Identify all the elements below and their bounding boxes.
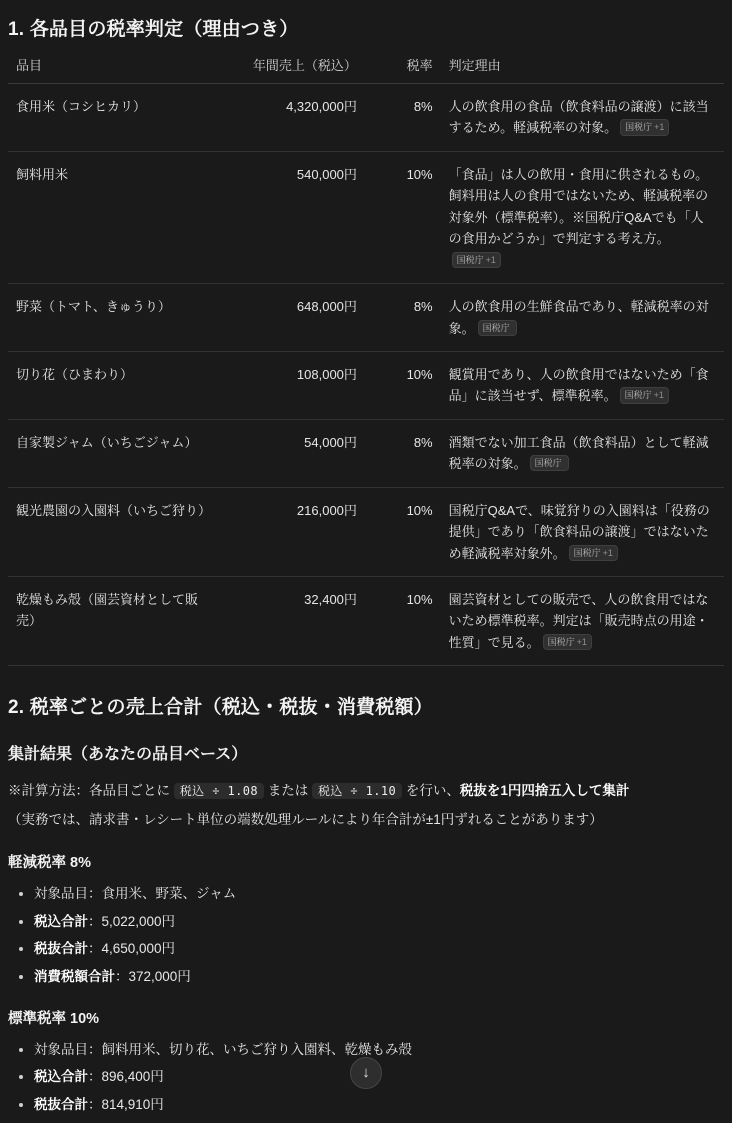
reason-text: 人の飲食用の生鮮食品であり、軽減税率の対象。 <box>448 299 709 336</box>
citation-extra: +1 <box>602 547 613 558</box>
item-label: 税込合計 <box>34 1069 88 1085</box>
item-value: 4,650,000円 <box>101 941 176 957</box>
citation-chip[interactable] <box>620 387 669 403</box>
item-value: 814,910円 <box>101 1096 164 1112</box>
cell-reason <box>441 419 724 487</box>
table-body <box>8 84 724 666</box>
cell-sales: 108,000円 <box>224 351 365 419</box>
citation-source: 国税庁 <box>625 122 653 133</box>
calculation-note <box>8 778 724 804</box>
note-prefix: ※計算方法：各品目ごとに <box>8 783 174 799</box>
cell-rate: 10% <box>365 151 441 283</box>
cell-sales: 216,000円 <box>224 487 365 576</box>
formula-8-percent: 税込 ÷ 1.08 <box>174 783 264 799</box>
cell-rate: 10% <box>365 577 441 666</box>
cell-item: 観光農園の入園料（いちご狩り） <box>8 487 224 576</box>
reason-text: 「食品」は人の飲用・食用に供されるもの。飼料用は人の食用ではないため、軽減税率の対象外（標準税率）。※国税庁Q&Aでも「人の食用かどうか」で判定する考え方。 <box>448 166 709 247</box>
cell-reason <box>441 351 724 419</box>
cell-sales: 54,000円 <box>224 419 365 487</box>
table-row <box>8 284 724 352</box>
citation-chip[interactable] <box>452 252 501 268</box>
section2-title: 2. 税率ごとの売上合計（税込・税抜・消費税額） <box>8 697 433 719</box>
item-label: 税抜合計 <box>34 1096 88 1112</box>
cell-rate: 10% <box>365 351 441 419</box>
table-row <box>8 577 724 666</box>
group-heading-reduced-rate: 軽減税率 8% <box>8 854 91 871</box>
cell-reason <box>441 487 724 576</box>
citation-chip[interactable] <box>530 455 569 471</box>
cell-reason <box>441 84 724 152</box>
arrow-down-icon: ↓ <box>362 1064 370 1082</box>
cell-reason <box>441 151 724 283</box>
cell-item: 自家製ジャム（いちごジャム） <box>8 419 224 487</box>
citation-extra: +1 <box>654 122 665 133</box>
cell-reason <box>441 577 724 666</box>
cell-rate: 8% <box>365 84 441 152</box>
list-item: • 税抜合計：814,910円 <box>34 1091 724 1119</box>
column-header-rate: 税率 <box>365 55 441 84</box>
list-item: • 対象品目：食用米、野菜、ジャム <box>34 880 724 908</box>
note-mid: または <box>263 783 312 799</box>
table-row <box>8 487 724 576</box>
column-header-reason: 判定理由 <box>441 55 724 84</box>
scroll-to-bottom-button[interactable] <box>350 1057 382 1089</box>
citation-extra: +1 <box>576 636 587 647</box>
note-emphasis: 税抜を1円四捨五入して集計 <box>459 783 630 799</box>
tax-judgement-table <box>8 55 724 666</box>
item-label: 税抜合計 <box>34 941 88 957</box>
table-row <box>8 151 724 283</box>
note-suffix: を行い、 <box>402 783 460 799</box>
item-value: 896,400円 <box>101 1069 164 1085</box>
group-list-reduced-rate <box>8 880 724 991</box>
cell-item: 乾燥もみ殻（園芸資材として販売） <box>8 577 224 666</box>
cell-rate: 8% <box>365 284 441 352</box>
citation-extra: +1 <box>485 254 496 265</box>
item-value: 372,000円 <box>128 968 191 984</box>
list-item: • 消費税額合計：372,000円 <box>34 963 724 991</box>
calculation-note-secondary: （実務では、請求書・レシート単位の端数処理ルールにより年合計が±1円ずれることがあります） <box>8 811 603 827</box>
reason-text: 酒類でない加工食品（飲食料品）として軽減税率の対象。 <box>448 434 709 472</box>
citation-source: 国税庁 <box>456 254 484 265</box>
cell-sales: 32,400円 <box>224 577 365 666</box>
column-header-item: 品目 <box>8 55 224 84</box>
reason-text: 人の飲食用の食品（飲食料品の譲渡）に該当するため。軽減税率の対象。 <box>448 99 709 136</box>
table-row <box>8 84 724 152</box>
item-value: 5,022,000円 <box>101 913 176 929</box>
table-row <box>8 351 724 419</box>
citation-source: 国税庁 <box>482 322 510 333</box>
cell-rate: 8% <box>365 419 441 487</box>
item-label: 対象品目 <box>34 885 88 901</box>
citation-extra: +1 <box>653 390 664 401</box>
item-label: 対象品目 <box>34 1041 88 1057</box>
cell-sales: 648,000円 <box>224 284 365 352</box>
citation-chip[interactable] <box>478 320 517 336</box>
reason-text: 国税庁Q&Aで、味覚狩りの入園料は「役務の提供」であり「飲食料品の譲渡」ではないため軽減税率対象外。 <box>448 502 710 561</box>
cell-sales: 540,000円 <box>224 151 365 283</box>
cell-rate: 10% <box>365 487 441 576</box>
reason-text: 観賞用であり、人の飲食用ではないため「食品」に該当せず、標準税率。 <box>448 366 709 404</box>
table-header-row <box>8 55 724 84</box>
cell-sales: 4,320,000円 <box>224 84 365 152</box>
table-row <box>8 419 724 487</box>
cell-reason <box>441 284 724 352</box>
citation-source: 国税庁 <box>534 458 562 469</box>
cell-item: 切り花（ひまわり） <box>8 351 224 419</box>
citation-chip[interactable] <box>620 119 669 135</box>
section2-subtitle: 集計結果（あなたの品目ベース） <box>8 746 248 764</box>
citation-source: 国税庁 <box>573 547 601 558</box>
cell-item: 飼料用米 <box>8 151 224 283</box>
list-item: • 税抜合計：4,650,000円 <box>34 935 724 963</box>
group-heading-standard-rate: 標準税率 10% <box>8 1010 100 1027</box>
column-header-sales: 年間売上（税込） <box>224 55 365 84</box>
page-title: 1. 各品目の税率判定（理由つき） <box>8 19 299 40</box>
item-value: 食用米、野菜、ジャム <box>101 885 237 901</box>
item-label: 税込合計 <box>34 913 88 929</box>
item-value: 飼料用米、切り花、いちご狩り入園料、乾燥もみ殻 <box>101 1041 412 1057</box>
citation-chip[interactable] <box>543 634 592 650</box>
list-item: • 税込合計：5,022,000円 <box>34 908 724 936</box>
formula-10-percent: 税込 ÷ 1.10 <box>312 783 402 799</box>
list-item: • 税込合計：896,400円 <box>34 1063 724 1091</box>
cell-item: 食用米（コシヒカリ） <box>8 84 224 152</box>
citation-source: 国税庁 <box>547 636 575 647</box>
item-label: 消費税額合計 <box>34 968 115 984</box>
list-item: • 対象品目：飼料用米、切り花、いちご狩り入園料、乾燥もみ殻 <box>34 1036 724 1064</box>
cell-item: 野菜（トマト、きゅうり） <box>8 284 224 352</box>
reason-text: 園芸資材としての販売で、人の飲食用ではないため標準税率。判定は「販売時点の用途・性質」で見る。 <box>448 592 709 650</box>
table-header <box>8 55 724 84</box>
citation-chip[interactable] <box>569 545 618 561</box>
citation-source: 国税庁 <box>624 390 652 401</box>
